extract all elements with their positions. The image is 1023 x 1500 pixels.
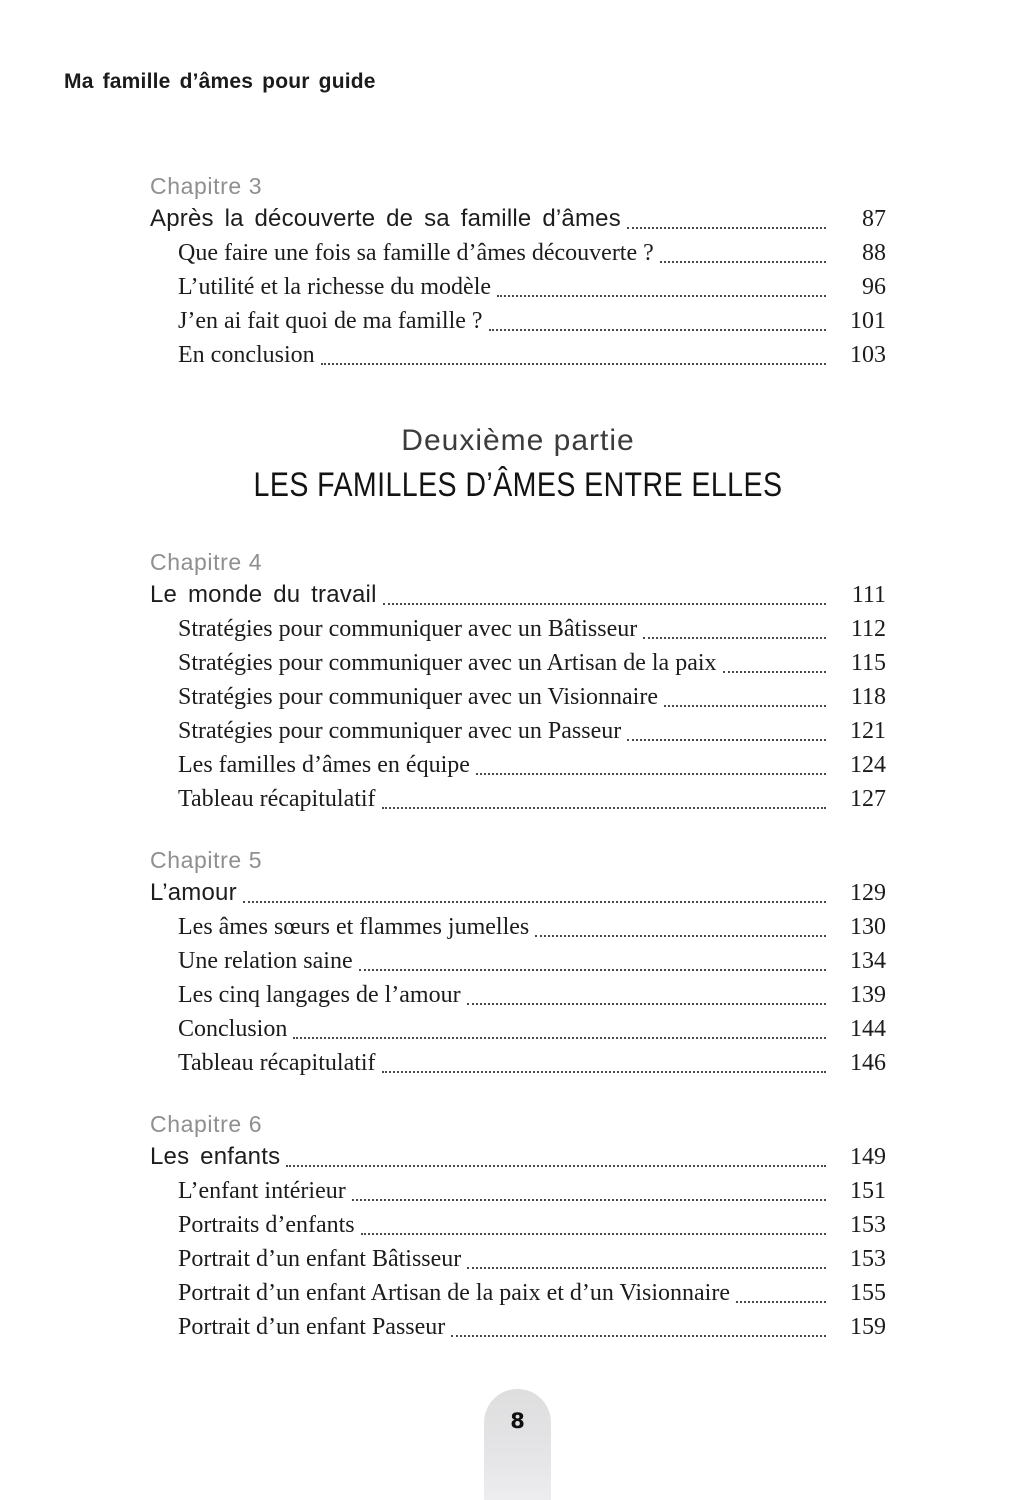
dot-leader [286,1165,826,1167]
entry-title: Une relation saine [178,948,353,974]
chapter-label: Chapitre 6 [150,1111,263,1137]
entry-title: Stratégies pour communiquer avec un Passeur [178,718,622,744]
toc-entry-row [150,304,886,338]
toc [150,172,886,1344]
toc-entry-row [150,338,886,372]
toc-chapter [150,548,886,816]
chapter-page-number: 111 [851,582,886,608]
entry-title: L’enfant intérieur [178,1178,346,1204]
entry-page-number: 112 [850,616,886,642]
entry-title: Tableau récapitulatif [178,786,376,812]
dot-leader [243,901,826,903]
entry-page-number: 144 [850,1016,886,1042]
entry-page-number: 88 [862,240,886,266]
running-head-book-title: Ma famille d’âmes pour guide [64,70,376,93]
chapter-title-row [150,1140,886,1174]
dot-leader [359,969,826,971]
toc-chapter [150,172,886,372]
toc-entry-row [150,944,886,978]
page-tab [484,1389,551,1500]
chapter-page-number: 87 [862,206,886,232]
chapter-title: Après la découverte de sa famille d’âmes [150,205,621,232]
entry-page-number: 139 [850,982,886,1008]
toc-entry-row [150,1174,886,1208]
toc-entry-row [150,270,886,304]
entry-title: Conclusion [178,1016,288,1042]
dot-leader [627,739,826,741]
part-divider [150,425,886,503]
dot-leader [660,261,826,263]
toc-entry-row [150,910,886,944]
toc-entry-row [150,1012,886,1046]
dot-leader [382,1071,826,1073]
entry-page-number: 127 [850,786,886,812]
entry-title: Les cinq langages de l’amour [178,982,461,1008]
toc-entry-row [150,612,886,646]
entry-title: Portrait d’un enfant Passeur [178,1314,446,1340]
dot-leader [451,1335,826,1337]
dot-leader [382,807,826,809]
entry-page-number: 103 [850,342,886,368]
chapter-title: L’amour [150,879,237,906]
entry-title: Les âmes sœurs et flammes jumelles [178,914,530,940]
chapter-label: Chapitre 5 [150,847,263,873]
entry-title: Portrait d’un enfant Bâtisseur [178,1246,462,1272]
dot-leader [383,603,826,605]
entry-title: L’utilité et la richesse du modèle [178,274,492,300]
entry-page-number: 153 [850,1246,886,1272]
chapter-title: Les enfants [150,1143,281,1170]
entry-page-number: 124 [850,752,886,778]
entry-page-number: 121 [850,718,886,744]
toc-entry-row [150,782,886,816]
entry-title: Portrait d’un enfant Artisan de la paix et d’un Visionnaire [178,1280,730,1306]
chapter-label: Chapitre 4 [150,549,263,575]
dot-leader [467,1003,826,1005]
entry-title: Portraits d’enfants [178,1212,355,1238]
toc-entry-row [150,1276,886,1310]
entry-page-number: 118 [850,684,886,710]
dot-leader [293,1037,826,1039]
toc-entry-row [150,1310,886,1344]
entry-page-number: 151 [850,1178,886,1204]
toc-entry-row [150,236,886,270]
entry-page-number: 115 [850,650,886,676]
entry-page-number: 101 [850,308,886,334]
dot-leader [643,637,826,639]
page-number: 8 [510,1409,525,1433]
toc-entry-row [150,680,886,714]
dot-leader [352,1199,826,1201]
entry-title: J’en ai fait quoi de ma famille ? [178,308,483,334]
entry-title: Stratégies pour communiquer avec un Bâtisseur [178,616,638,642]
toc-entry-row [150,748,886,782]
entry-title: Stratégies pour communiquer avec un Visionnaire [178,684,658,710]
entry-page-number: 146 [850,1050,886,1076]
entry-page-number: 153 [850,1212,886,1238]
entry-title: Les familles d’âmes en équipe [178,752,470,778]
toc-chapter [150,846,886,1080]
dot-leader [476,773,826,775]
chapter-page-number: 129 [850,880,886,906]
entry-title: Stratégies pour communiquer avec un Artisan de la paix [178,650,717,676]
chapter-title-row [150,578,886,612]
dot-leader [467,1267,826,1269]
toc-entry-row [150,646,886,680]
chapter-label: Chapitre 3 [150,173,263,199]
part-kicker: Deuxième partie [401,424,635,457]
dot-leader [489,329,826,331]
entry-page-number: 130 [850,914,886,940]
dot-leader [723,671,826,673]
toc-entry-row [150,1208,886,1242]
part-title: LES FAMILLES D’ÂMES ENTRE ELLES [253,466,783,504]
chapter-title: Le monde du travail [150,581,377,608]
toc-entry-row [150,1046,886,1080]
entry-title: En conclusion [178,342,315,368]
dot-leader [321,363,826,365]
dot-leader [627,227,826,229]
chapter-title-row [150,876,886,910]
chapter-page-number: 149 [850,1144,886,1170]
dot-leader [736,1301,826,1303]
entry-title: Tableau récapitulatif [178,1050,376,1076]
entry-page-number: 96 [862,274,886,300]
dot-leader [535,935,826,937]
dot-leader [497,295,826,297]
toc-entry-row [150,1242,886,1276]
entry-page-number: 134 [850,948,886,974]
dot-leader [361,1233,826,1235]
dot-leader [664,705,826,707]
toc-chapter [150,1110,886,1344]
toc-entry-row [150,714,886,748]
toc-entry-row [150,978,886,1012]
entry-page-number: 155 [850,1280,886,1306]
entry-title: Que faire une fois sa famille d’âmes découverte ? [178,240,654,266]
chapter-title-row [150,202,886,236]
entry-page-number: 159 [850,1314,886,1340]
